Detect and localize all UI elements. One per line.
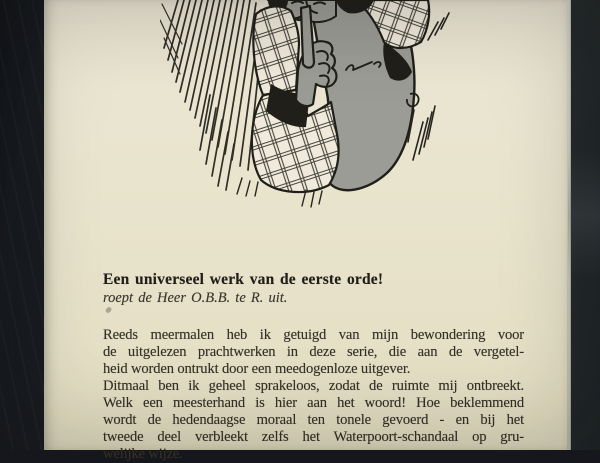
blurb-line: welijke wijze. [103,446,183,462]
figure [252,0,429,192]
blurb-line: Ditmaal ben ik geheel sprakeloos, zodat de ruimte mij ontbreekt. [103,378,524,394]
blurb-line: de uitgelezen prachtwerken in deze serie, die aan de vergetel- [103,344,524,360]
blurb-line: Welk een meesterhand is hier aan het woord! Hoe beklemmend [103,395,524,411]
blurb [103,271,524,463]
blurb-byline: roept de Heer O.B.B. te R. uit. [103,290,288,306]
sleeve-plaid [253,6,299,95]
bommel-illustration [160,0,460,215]
book-page [44,0,570,462]
blurb-title: Een universeel werk van de eerste orde! [103,271,384,288]
page-edge-highlight [567,0,571,450]
hatching-left [160,0,264,190]
blurb-line: Reeds meermalen heb ik getuigd van mijn bewondering voor [103,327,524,343]
blurb-line: heid worden ontrukt door een meedogenloze uitgever. [103,361,411,377]
blurb-line: tweede deel verbleekt zelfs het Waterpoort-schandaal op gru- [103,429,524,445]
blurb-line: wordt de hedendaagse moraal ten tonele gevoerd - en bij het [103,412,524,428]
blurb-body [103,327,524,463]
